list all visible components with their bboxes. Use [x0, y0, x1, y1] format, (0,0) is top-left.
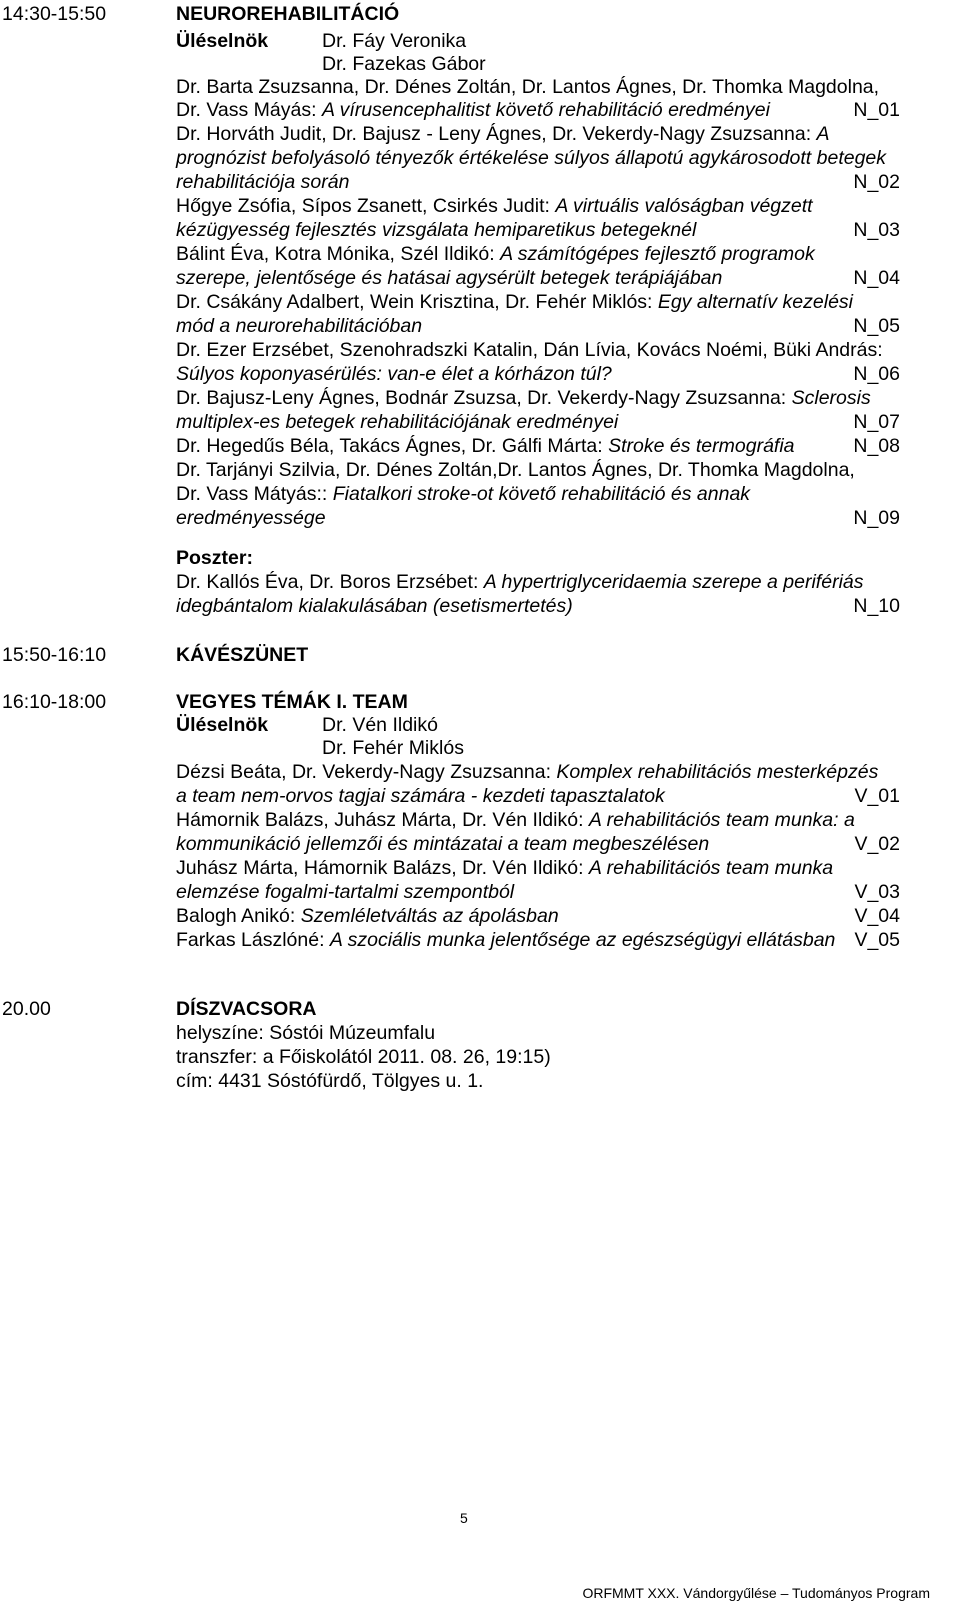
- talk-line: Juhász Márta, Hámornik Balázs, Dr. Vén Ildikó: A rehabilitációs team munka: [176, 857, 834, 879]
- poster-line: Dr. Kallós Éva, Dr. Boros Erzsébet: A hypertriglyceridaemia szerepe a perifériás: [176, 571, 864, 593]
- talk-line: prognózist befolyásoló tényezők értékelése súlyos állapotú agykárosodott betegek: [176, 147, 887, 169]
- talk-line: Hőgye Zsófia, Sípos Zsanett, Csirkés Judit: A virtuális valóságban végzett: [176, 195, 813, 217]
- talk-line: Dr. Ezer Erzsébet, Szenohradszki Katalin, Dán Lívia, Kovács Noémi, Büki András:: [176, 339, 883, 361]
- talk-line: Dr. Hegedűs Béla, Takács Ágnes, Dr. Gálfi Márta: Stroke és termográfia N_08: [176, 435, 900, 457]
- talk-line: Dr. Vass Máyás: A vírusencephalitist követő rehabilitáció eredményei N_01: [176, 99, 900, 121]
- talk-line: Súlyos koponyasérülés: van-e élet a kórházon túl? N_06: [176, 363, 900, 385]
- talk-line: Dr. Tarjányi Szilvia, Dr. Dénes Zoltán,Dr. Lantos Ágnes, Dr. Thomka Magdolna,: [176, 459, 855, 481]
- dinner-address: cím: 4431 Sóstófürdő, Tölgyes u. 1.: [176, 1070, 484, 1092]
- talk-code: V_03: [854, 881, 900, 903]
- talk-line: eredményessége N_09: [176, 507, 900, 529]
- talk-line: Dézsi Beáta, Dr. Vekerdy-Nagy Zsuzsanna: Komplex rehabilitációs mesterképzés: [176, 761, 879, 783]
- chair-name: Dr. Fazekas Gábor: [322, 53, 486, 75]
- talk-line: rehabilitációja során N_02: [176, 171, 900, 193]
- session-time-break: 15:50-16:10: [2, 644, 107, 666]
- talk-code: V_05: [854, 929, 900, 951]
- session-time-dinner: 20.00: [2, 998, 51, 1020]
- chair-label: Üléselnök: [176, 714, 269, 736]
- poster-line: idegbántalom kialakulásában (esetismertetés) N_10: [176, 595, 900, 617]
- talk-line: mód a neurorehabilitációban N_05: [176, 315, 900, 337]
- talk-code: N_07: [853, 411, 900, 433]
- talk-line: Balogh Anikó: Szemléletváltás az ápolásban V_04: [176, 905, 900, 927]
- session-title-dinner: DÍSZVACSORA: [176, 998, 317, 1020]
- session-title-team: VEGYES TÉMÁK I. TEAM: [176, 691, 408, 713]
- talk-line: Farkas Lászlóné: A szociális munka jelentősége az egészségügyi ellátásban V_05: [176, 929, 900, 951]
- talk-line: Dr. Barta Zsuzsanna, Dr. Dénes Zoltán, Dr. Lantos Ágnes, Dr. Thomka Magdolna,: [176, 76, 880, 98]
- talk-code: V_01: [854, 785, 900, 807]
- talk-line: Dr. Csákány Adalbert, Wein Krisztina, Dr. Fehér Miklós: Egy alternatív kezelési: [176, 291, 854, 313]
- chair-name: Dr. Fáy Veronika: [322, 30, 467, 52]
- talk-code: N_10: [853, 595, 900, 617]
- chair-name: Dr. Fehér Miklós: [322, 737, 464, 759]
- talk-line: Dr. Vass Mátyás:: Fiatalkori stroke-ot követő rehabilitáció és annak: [176, 483, 751, 505]
- poster-label: Poszter:: [176, 547, 253, 569]
- talk-line: multiplex-es betegek rehabilitációjának eredményei N_07: [176, 411, 900, 433]
- talk-code: N_02: [853, 171, 900, 193]
- talk-code: N_04: [853, 267, 900, 289]
- talk-code: N_03: [853, 219, 900, 241]
- session-title-neuro: NEUROREHABILITÁCIÓ: [176, 3, 400, 25]
- talk-code: N_08: [853, 435, 900, 457]
- talk-code: N_06: [853, 363, 900, 385]
- chair-name: Dr. Vén Ildikó: [322, 714, 438, 736]
- talk-line: Bálint Éva, Kotra Mónika, Szél Ildikó: A számítógépes fejlesztő programok: [176, 243, 815, 265]
- dinner-transfer: transzfer: a Főiskolától 2011. 08. 26, 19:15): [176, 1046, 551, 1068]
- talk-line: Dr. Horváth Judit, Dr. Bajusz - Leny Ágnes, Dr. Vekerdy-Nagy Zsuzsanna: A: [176, 123, 830, 145]
- talk-line: kézügyesség fejlesztés vizsgálata hemiparetikus betegeknél N_03: [176, 219, 900, 241]
- talk-code: V_04: [854, 905, 900, 927]
- session-time-neuro: 14:30-15:50: [2, 3, 107, 25]
- talk-line: kommunikáció jellemzői és mintázatai a team megbeszélésen V_02: [176, 833, 900, 855]
- talk-code: N_01: [853, 99, 900, 121]
- session-title-break: KÁVÉSZÜNET: [176, 644, 309, 666]
- session-time-team: 16:10-18:00: [2, 691, 107, 713]
- dinner-venue: helyszíne: Sóstói Múzeumfalu: [176, 1022, 436, 1044]
- talk-line: a team nem-orvos tagjai számára - kezdeti tapasztalatok V_01: [176, 785, 900, 807]
- footer-conference: ORFMMT XXX. Vándorgyűlése – Tudományos Program: [582, 1585, 930, 1601]
- talk-code: V_02: [854, 833, 900, 855]
- page-number: 5: [460, 1510, 468, 1526]
- talk-line: Dr. Bajusz-Leny Ágnes, Bodnár Zsuzsa, Dr. Vekerdy-Nagy Zsuzsanna: Sclerosis: [176, 387, 871, 409]
- talk-line: Hámornik Balázs, Juhász Márta, Dr. Vén Ildikó: A rehabilitációs team munka: a: [176, 809, 855, 831]
- talk-line: szerepe, jelentősége és hatásai agysérült betegek terápiájában N_04: [176, 267, 900, 289]
- talk-line: elemzése fogalmi-tartalmi szempontból V_03: [176, 881, 900, 903]
- talk-code: N_09: [853, 507, 900, 529]
- talk-code: N_05: [853, 315, 900, 337]
- chair-label: Üléselnök: [176, 30, 269, 52]
